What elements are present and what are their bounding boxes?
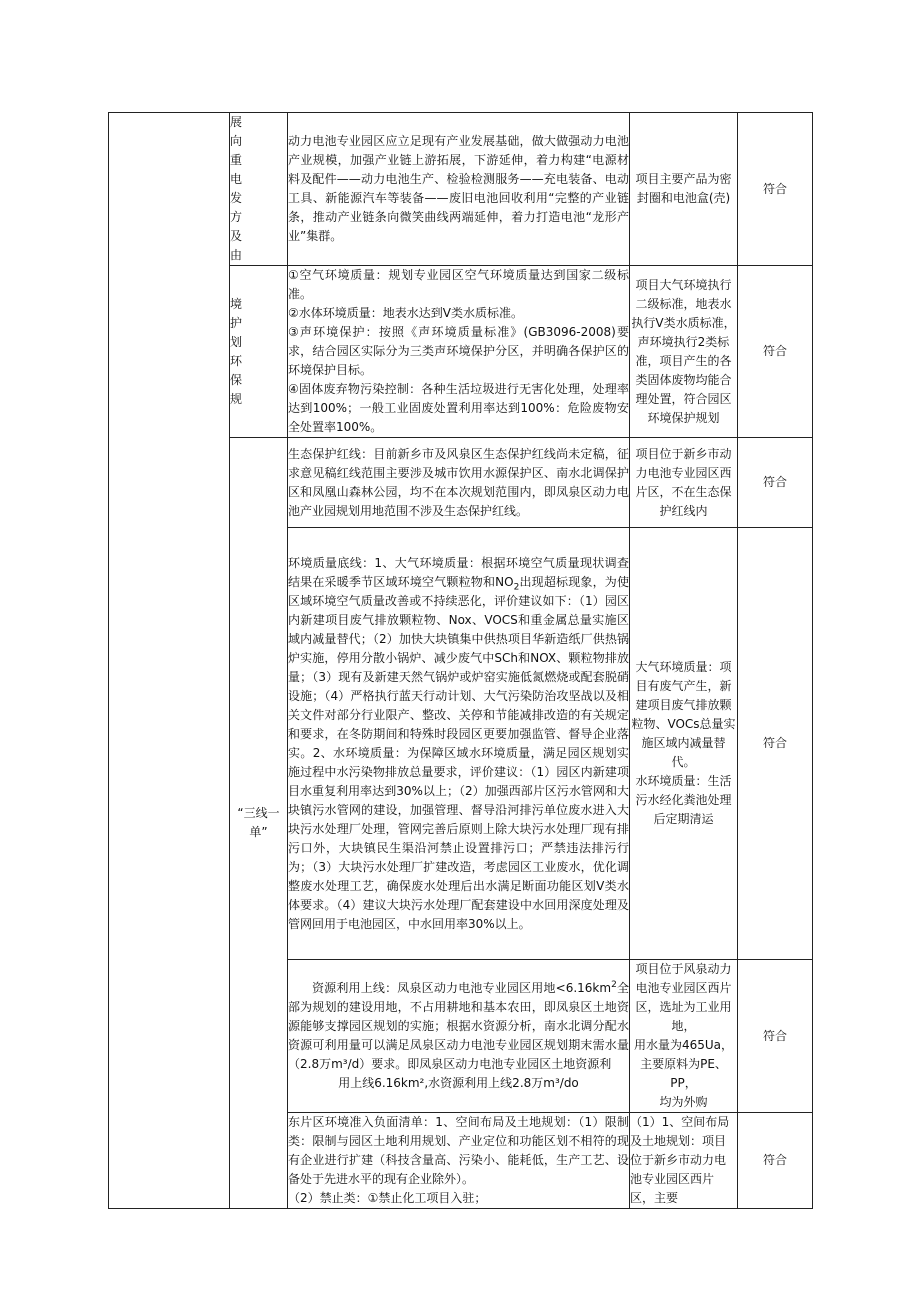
basis-cell xyxy=(630,528,738,960)
result-cell: 符合 xyxy=(738,1113,813,1209)
content-text: ③声环境保护：按照《声环境质量标准》(GB3096-2008)要求，结合园区实际分为三类声环境保护分区，并明确各保护区的环境保护目标。 xyxy=(288,325,629,377)
basis-cell: （1）1、空间布局及土地规划：项目位于新乡市动力电池专业园区西片区，主要 xyxy=(630,1113,738,1209)
content-text: ①空气环境质量：规划专业园区空气环境质量达到国家二级标准。 xyxy=(288,268,629,301)
topic-label: 展向重电发方及由 xyxy=(230,115,243,262)
topic-cell xyxy=(230,113,288,266)
content-text: 东片区环境准入负面清单：1、空间布局及土地规划：（1）限制类：限制与园区土地利用规划、产业定位和功能区划不相符的现有企业进行扩建（科技含量高、污染小、能耗低，生产工艺、设备处于先进水平的现有企业除外）。 xyxy=(288,1115,629,1186)
topic-label: 境护划环保规 xyxy=(230,296,243,406)
content-cell xyxy=(288,1113,630,1209)
basis-text: 用水量为465Ua，主要原料为PE、PP， xyxy=(633,1038,734,1090)
basis-text: 大气环境质量：项目有废气产生，新建项目废气排放颗粒物、VOCs总量实施区域内减量替代。 xyxy=(631,660,736,769)
subscript: 2 xyxy=(513,581,520,592)
basis-cell: 项目主要产品为密封圈和电池盒(壳) xyxy=(630,113,738,266)
basis-text: 水环境质量：生活污水经化粪池处理后定期清运 xyxy=(635,774,732,826)
result-cell: 符合 xyxy=(738,266,813,438)
category-cell xyxy=(109,113,230,1209)
basis-cell: 项目大气环境执行二级标准，地表水执行Ⅴ类水质标准，声环境执行2类标准，项目产生的各类固体废物均能合理处置，符合园区环境保护规划 xyxy=(630,266,738,438)
topic-label: “三线一单” xyxy=(237,806,280,839)
topic-cell xyxy=(230,266,288,438)
result-cell: 符合 xyxy=(738,438,813,528)
compliance-table xyxy=(108,112,813,1209)
result-cell: 符合 xyxy=(738,113,813,266)
content-text: ②水体环境质量：地表水达到Ⅴ类水质标准。 xyxy=(288,306,523,320)
content-cell xyxy=(288,528,630,960)
result-cell: 符合 xyxy=(738,528,813,960)
content-cell xyxy=(288,113,630,266)
content-text: ④固体废弃物污染控制：各种生活垃圾进行无害化处理，处理率达到100%；一般工业固废处置利用率达到100%：危险废物安全处置率100%。 xyxy=(288,382,629,434)
content-cell xyxy=(288,266,630,438)
content-cell xyxy=(288,960,630,1113)
content-text: 生态保护红线：目前新乡市及风泉区生态保护红线尚未定稿，征求意见稿红线范围主要涉及城市饮用水源保护区、南水北调保护区和凤凰山森林公园，均不在本次规划范围内，即凤泉区动力电池产业园规划用地范围不涉及生态保护红线。 xyxy=(288,446,629,518)
content-text xyxy=(288,554,629,934)
content-text-part: 出现超标现象，为使区域环境空气质量改善或不持续恶化，评价建议如下：（1）园区内新建项目废气排放颗粒物、Nox、VOCS和重金属总量实施区域内减量替代；（2）加快大块镇集中供热项目华新造纸厂供热锅炉实施，停用分散小锅炉、减少废气中SCh和NOX、颗粒物排放量；（3）现有及新建天然气锅炉或炉窑实施低氮燃烧或配套脱硝设施；（4）严格执行蓝天行动计划、大气污染防治攻坚战以及相关文件对部分行业限产、整改、关停和节能减排改造的有关规定和要求，在冬防期间和特殊时段园区更要加强监管、督导企业落实。2、水环境质量：为保障区域水环境质量，满足园区规划实施过程中水污染物排放总量要求，评价建议：（1）园区内新建项目水重复利用率达到30%以上；（2）加强西部片区污水管网和大块镇污水管网的建设，加强管理、督导沿河排污单位废水进入大块污水处理厂处理，管网完善后原则上除大块污水处理厂现有排污口外，大块镇民生渠沿河禁止设置排污口；严禁违法排污行为；（3）大块污水处理厂扩建改造，考虑园区工业废水，优化调整废水处理工艺，确保废水处理后出水满足断面功能区划Ⅴ类水体要求。（4）建议大块污水处理厂配套建设中水回用深度处理及管网回用于电池园区，中水回用率30%以上。 xyxy=(288,574,629,931)
content-text: 动力电池专业园区应立足现有产业发展基础，做大做强动力电池产业规模，加强产业链上游拓展，下游延伸，着力构建“电源材料及配件——动力电池生产、检验检测服务——充电装备、电动工具、新能源汽车等装备——废旧电池回收利用“完整的产业链条，推动产业链条向微笑曲线两端延伸，着力打造电池“龙形产业”集群。 xyxy=(288,134,629,243)
content-cell xyxy=(288,438,630,528)
basis-cell xyxy=(630,960,738,1113)
superscript: 2 xyxy=(611,980,617,990)
content-text-part: 环境质量底线：1、大气环境质量：根据环境空气质量现状调查结果在采暖季节区域环境空气颗粒物和NO xyxy=(288,555,629,589)
result-cell: 符合 xyxy=(738,960,813,1113)
table-row xyxy=(109,113,813,266)
topic-cell-sanxian xyxy=(230,438,288,1209)
basis-cell: 项目位于新乡市动力电池专业园区西片区，不在生态保护红线内 xyxy=(630,438,738,528)
content-text: （2）禁止类：①禁止化工项目入驻； xyxy=(288,1191,487,1205)
content-text: 用上线6.16km²,水资源利用上线2.8万m³/do xyxy=(338,1076,579,1090)
content-text-part: 资源利用上线：凤泉区动力电池专业园区用地<6.16km xyxy=(312,981,612,995)
content-text xyxy=(288,979,629,1074)
basis-text: 项目位于风泉动力电池专业园区西片区，选址为工业用地， xyxy=(635,962,732,1033)
basis-text: 均为外购 xyxy=(659,1095,708,1109)
content-text-part: 全部为规划的建设用地，不占用耕地和基本农田，即凤泉区土地资源能够支撑园区规划的实施；根据水资源分析，南水北调分配水资源可利用量可以满足凤泉区动力电池专业园区规划期末需水量（2.8万m³/d）要求。即凤泉区动力电池专业园区土地资源利 xyxy=(288,981,629,1071)
